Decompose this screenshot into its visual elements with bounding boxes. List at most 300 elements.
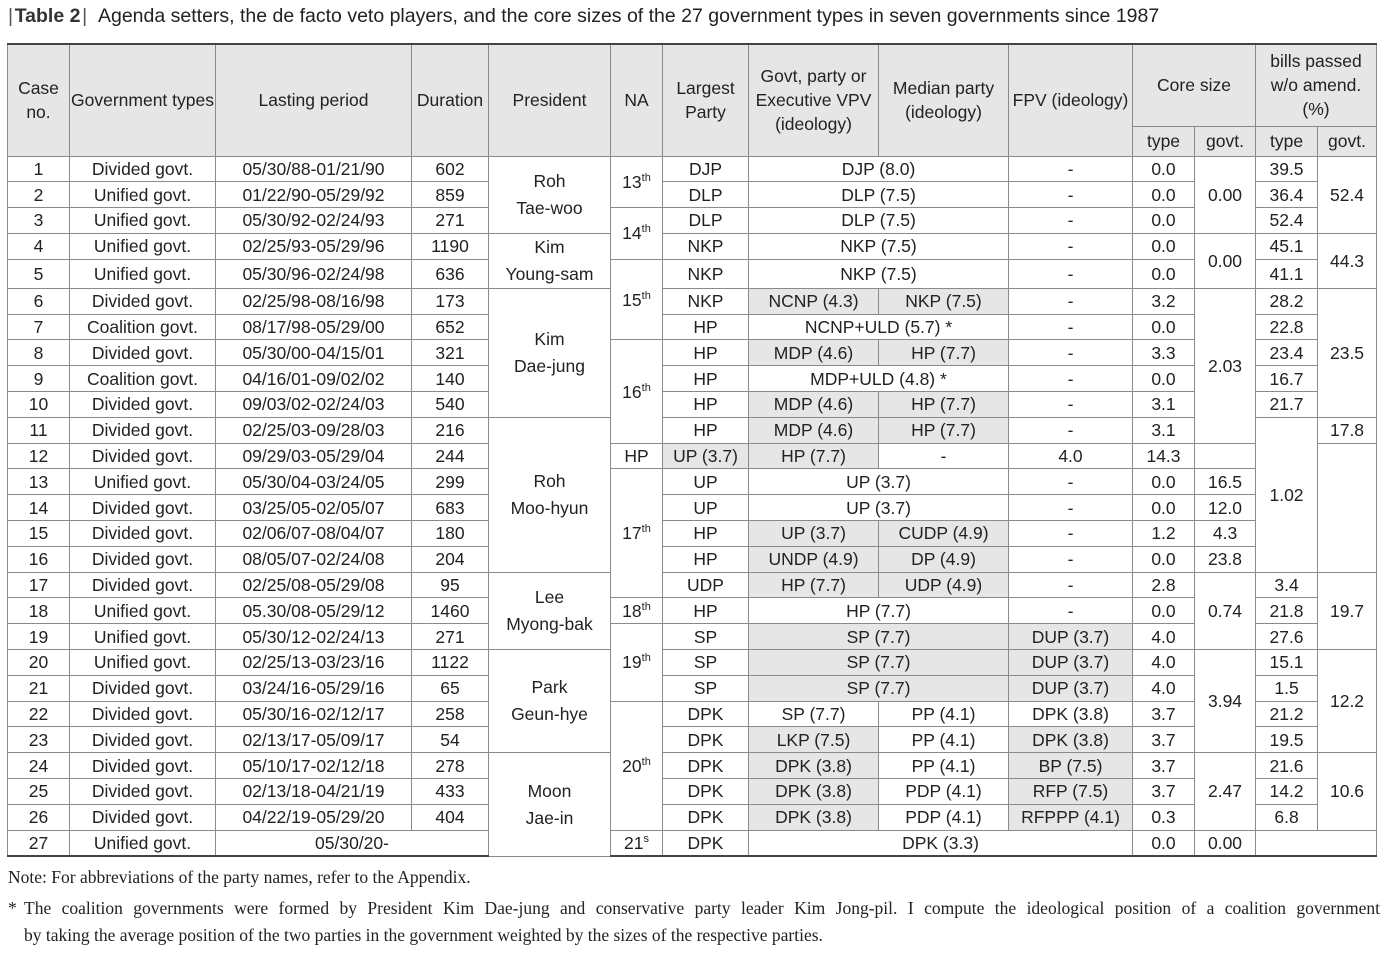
bills-type-cell: 4.3: [1195, 521, 1256, 547]
bills-type-cell: 45.1: [1256, 233, 1318, 259]
table-note: Note: For abbreviations of the party names, refer to the Appendix.: [8, 867, 471, 887]
president-name: Roh: [533, 470, 566, 491]
core-govt-cell: 2.47: [1195, 753, 1256, 830]
largest-cell: DPK: [663, 753, 749, 779]
duration-cell: 321: [412, 340, 489, 366]
agenda-table: [7, 43, 1377, 857]
table-row: [8, 259, 1377, 288]
median-cell: CUDP (4.9): [879, 521, 1009, 547]
type-cell: Unified govt.: [70, 598, 216, 624]
core-type-cell: 0.3: [1133, 804, 1195, 830]
fpv-cell: DPK (3.8): [1009, 701, 1133, 727]
case-cell: 10: [8, 392, 70, 418]
header-president: President: [489, 44, 611, 156]
case-cell: 12: [8, 443, 70, 469]
period-cell: 09/29/03-05/29/04: [216, 443, 412, 469]
na-cell: 16th: [611, 340, 663, 443]
table-row: [8, 469, 1377, 495]
median-cell: HP (7.7): [879, 392, 1009, 418]
type-cell: Unified govt.: [70, 259, 216, 288]
duration-cell: 204: [412, 546, 489, 572]
core-type-cell: 4.0: [1133, 675, 1195, 701]
type-cell: Divided govt.: [70, 701, 216, 727]
duration-cell: 173: [412, 288, 489, 314]
largest-cell: HP: [663, 417, 749, 443]
core-type-cell: 0.0: [1133, 366, 1195, 392]
period-cell: 05/30/96-02/24/98: [216, 259, 412, 288]
period-cell: 02/13/18-04/21/19: [216, 779, 412, 805]
vpv-cell: SP (7.7): [749, 624, 1009, 650]
fpv-cell: -: [1009, 233, 1133, 259]
president-name: Geun-hye: [511, 704, 588, 725]
table-row: [8, 753, 1377, 779]
largest-cell: DJP: [663, 156, 749, 182]
table-caption: | Table 2 | Agenda setters, the de facto veto players, and the core sizes of the 27 government types in seven governments since 1987: [8, 5, 1160, 27]
period-cell: 05/30/92-02/24/93: [216, 208, 412, 234]
bills-type-cell: 23.4: [1256, 340, 1318, 366]
header-case-no: Case no.: [8, 44, 70, 156]
largest-cell: UP: [663, 495, 749, 521]
bills-type-cell: 27.6: [1256, 624, 1318, 650]
period-cell: 05/10/17-02/12/18: [216, 753, 412, 779]
header-bills-passed: bills passed w/o amend. (%): [1256, 44, 1377, 126]
case-cell: 19: [8, 624, 70, 650]
president-name: Lee: [534, 586, 565, 607]
header-median-party: Median party (ideology): [879, 44, 1009, 156]
largest-cell: UP: [663, 469, 749, 495]
largest-cell: SP: [663, 624, 749, 650]
fpv-cell: -: [1009, 546, 1133, 572]
president-name: Tae-woo: [516, 197, 583, 218]
median-cell: PDP (4.1): [879, 779, 1009, 805]
type-cell: Divided govt.: [70, 495, 216, 521]
case-cell: 14: [8, 495, 70, 521]
vpv-cell: UP (3.7): [749, 521, 879, 547]
bills-type-cell: 36.4: [1256, 182, 1318, 208]
largest-cell: DPK: [663, 727, 749, 753]
vpv-cell: UNDP (4.9): [749, 546, 879, 572]
period-cell: 01/22/90-05/29/92: [216, 182, 412, 208]
core-govt-cell: 0.00: [1195, 156, 1256, 233]
table-row: [8, 779, 1377, 805]
vpv-cell: NKP (7.5): [749, 233, 1009, 259]
bills-type-cell: 52.4: [1256, 208, 1318, 234]
bills-govt-cell: 52.4: [1318, 156, 1377, 233]
fpv-cell: DUP (3.7): [1009, 675, 1133, 701]
footnote-line: by taking the average position of the two parties in the government weighted by the sizes of the respective parties.: [24, 925, 823, 945]
fpv-cell: -: [879, 443, 1009, 469]
type-cell: Coalition govt.: [70, 314, 216, 340]
fpv-cell: -: [1009, 469, 1133, 495]
fpv-cell: -: [1009, 598, 1133, 624]
type-cell: Unified govt.: [70, 650, 216, 676]
table-row: [8, 701, 1377, 727]
duration-cell: 180: [412, 521, 489, 547]
fpv-cell: DUP (3.7): [1009, 624, 1133, 650]
core-type-cell: 0.0: [1133, 830, 1195, 856]
period-cell: 04/22/19-05/29/20: [216, 804, 412, 830]
median-cell: UDP (4.9): [879, 572, 1009, 598]
bills-type-cell: 15.1: [1256, 650, 1318, 676]
largest-cell: DLP: [663, 182, 749, 208]
bills-type-cell: 23.8: [1195, 546, 1256, 572]
table-row: [8, 830, 1377, 856]
vpv-cell: DPK (3.8): [749, 804, 879, 830]
bills-type-cell: 14.2: [1256, 779, 1318, 805]
largest-cell: SP: [663, 650, 749, 676]
case-cell: 16: [8, 546, 70, 572]
largest-cell: DPK: [663, 701, 749, 727]
type-cell: Unified govt.: [70, 208, 216, 234]
type-cell: Divided govt.: [70, 727, 216, 753]
duration-cell: 433: [412, 779, 489, 805]
duration-cell: 95: [412, 572, 489, 598]
period-cell: 08/17/98-05/29/00: [216, 314, 412, 340]
type-cell: Divided govt.: [70, 521, 216, 547]
core-type-cell: 0.0: [1133, 469, 1195, 495]
table-row: [8, 804, 1377, 830]
table-row: [8, 366, 1377, 392]
table-label: Table 2: [14, 5, 81, 27]
duration-cell: 683: [412, 495, 489, 521]
table-row: [8, 650, 1377, 676]
vpv-cell: UP (3.7): [749, 469, 1009, 495]
bills-type-cell: 21.8: [1256, 598, 1318, 624]
vpv-cell: DJP (8.0): [749, 156, 1009, 182]
fpv-cell: -: [1009, 288, 1133, 314]
bills-govt-cell: 10.6: [1318, 753, 1377, 830]
bills-type-cell: 16.5: [1195, 469, 1256, 495]
case-cell: 25: [8, 779, 70, 805]
duration-cell: 636: [412, 259, 489, 288]
core-type-cell: 0.0: [1133, 546, 1195, 572]
core-type-cell: 3.7: [1133, 753, 1195, 779]
type-cell: Divided govt.: [70, 572, 216, 598]
duration-cell: 652: [412, 314, 489, 340]
bills-type-cell: 3.4: [1256, 572, 1318, 598]
duration-cell: 278: [412, 753, 489, 779]
bills-govt-cell: 44.3: [1318, 233, 1377, 288]
period-cell: 05/30/04-03/24/05: [216, 469, 412, 495]
duration-cell: 216: [412, 417, 489, 443]
header-largest-party: Largest Party: [663, 44, 749, 156]
fpv-cell: -: [1009, 495, 1133, 521]
type-cell: Divided govt.: [70, 417, 216, 443]
table-row: [8, 727, 1377, 753]
header-bills-govt: govt.: [1318, 126, 1377, 156]
vpv-cell: MDP (4.6): [749, 392, 879, 418]
period-cell: 09/03/02-02/24/03: [216, 392, 412, 418]
na-cell: 18th: [611, 598, 663, 624]
largest-cell: UDP: [663, 572, 749, 598]
fpv-cell: -: [1009, 366, 1133, 392]
table-row: [8, 624, 1377, 650]
largest-cell: HP: [611, 443, 663, 469]
table-row: [8, 233, 1377, 259]
fpv-cell: RFPPP (4.1): [1009, 804, 1133, 830]
period-cell: 03/24/16-05/29/16: [216, 675, 412, 701]
core-type-cell: 4.0: [1009, 443, 1133, 469]
header-duration: Duration: [412, 44, 489, 156]
president-cell: [489, 417, 611, 572]
core-type-cell: 0.0: [1133, 495, 1195, 521]
core-type-cell: 3.7: [1133, 727, 1195, 753]
case-cell: 23: [8, 727, 70, 753]
footnote-marker: *: [8, 898, 17, 918]
duration-cell: 1190: [412, 233, 489, 259]
period-cell: 05/30/12-02/24/13: [216, 624, 412, 650]
fpv-cell: RFP (7.5): [1009, 779, 1133, 805]
case-cell: 15: [8, 521, 70, 547]
largest-cell: NKP: [663, 259, 749, 288]
largest-cell: DPK: [663, 779, 749, 805]
case-cell: 20: [8, 650, 70, 676]
header-fpv: FPV (ideology): [1009, 44, 1133, 156]
case-cell: 22: [8, 701, 70, 727]
vpv-cell: MDP (4.6): [749, 417, 879, 443]
case-cell: 5: [8, 259, 70, 288]
case-cell: 27: [8, 830, 70, 856]
largest-cell: HP: [663, 521, 749, 547]
bills-govt-cell: 19.7: [1318, 572, 1377, 649]
bills-type-cell: 22.8: [1256, 314, 1318, 340]
core-type-cell: 3.1: [1133, 417, 1195, 443]
bills-type-cell: 41.1: [1256, 259, 1318, 288]
period-cell: 02/13/17-05/09/17: [216, 727, 412, 753]
bills-type-cell: 21.2: [1256, 701, 1318, 727]
vpv-cell: DLP (7.5): [749, 182, 1009, 208]
type-cell: Divided govt.: [70, 546, 216, 572]
vpv-cell: UP (3.7): [749, 495, 1009, 521]
core-govt-cell: 0.00: [1195, 830, 1256, 856]
president-cell: [489, 572, 611, 649]
duration-cell: 54: [412, 727, 489, 753]
period-cell: 05/30/88-01/21/90: [216, 156, 412, 182]
type-cell: Divided govt.: [70, 753, 216, 779]
case-cell: 6: [8, 288, 70, 314]
type-cell: Divided govt.: [70, 392, 216, 418]
core-govt-cell: 0.00: [1195, 233, 1256, 288]
median-cell: PDP (4.1): [879, 804, 1009, 830]
bills-type-cell: [1256, 830, 1377, 856]
duration-cell: 1460: [412, 598, 489, 624]
bills-type-cell: 21.6: [1256, 753, 1318, 779]
president-name: Jae-in: [525, 807, 574, 828]
table-row: [8, 340, 1377, 366]
period-cell: 02/25/08-05/29/08: [216, 572, 412, 598]
largest-cell: HP: [663, 340, 749, 366]
duration-cell: 859: [412, 182, 489, 208]
period-cell: 02/25/03-09/28/03: [216, 417, 412, 443]
largest-cell: SP: [663, 675, 749, 701]
period-cell: 08/05/07-02/24/08: [216, 546, 412, 572]
president-cell: [489, 288, 611, 417]
table-row: [8, 521, 1377, 547]
bills-type-cell: 1.5: [1256, 675, 1318, 701]
largest-cell: DPK: [663, 830, 749, 856]
median-cell: HP (7.7): [749, 443, 879, 469]
fpv-cell: -: [1009, 259, 1133, 288]
core-type-cell: 0.0: [1133, 182, 1195, 208]
case-cell: 18: [8, 598, 70, 624]
core-type-cell: 1.2: [1133, 521, 1195, 547]
fpv-cell: -: [1009, 340, 1133, 366]
case-cell: 11: [8, 417, 70, 443]
table-row: [8, 495, 1377, 521]
median-cell: DP (4.9): [879, 546, 1009, 572]
duration-cell: 140: [412, 366, 489, 392]
case-cell: 8: [8, 340, 70, 366]
case-cell: 4: [8, 233, 70, 259]
core-type-cell: 0.0: [1133, 208, 1195, 234]
largest-cell: NKP: [663, 233, 749, 259]
core-type-cell: 0.0: [1133, 259, 1195, 288]
bills-type-cell: 21.7: [1256, 392, 1318, 418]
type-cell: Divided govt.: [70, 804, 216, 830]
core-type-cell: 3.2: [1133, 288, 1195, 314]
table-row: [8, 572, 1377, 598]
vpv-cell: DPK (3.3): [749, 830, 1133, 856]
core-govt-cell: 0.74: [1195, 572, 1256, 649]
fpv-cell: -: [1009, 182, 1133, 208]
case-cell: 9: [8, 366, 70, 392]
period-cell: 02/06/07-08/04/07: [216, 521, 412, 547]
president-name: Roh: [533, 170, 566, 191]
fpv-cell: -: [1009, 392, 1133, 418]
median-cell: PP (4.1): [879, 753, 1009, 779]
type-cell: Divided govt.: [70, 779, 216, 805]
duration-cell: 540: [412, 392, 489, 418]
type-cell: Unified govt.: [70, 233, 216, 259]
case-cell: 17: [8, 572, 70, 598]
period-cell: 02/25/93-05/29/96: [216, 233, 412, 259]
vpv-cell: NCNP (4.3): [749, 288, 879, 314]
duration-cell: 1122: [412, 650, 489, 676]
table-row: [8, 288, 1377, 314]
case-cell: 13: [8, 469, 70, 495]
vpv-cell: HP (7.7): [749, 572, 879, 598]
duration-cell: 258: [412, 701, 489, 727]
period-cell: 02/25/13-03/23/16: [216, 650, 412, 676]
type-cell: Coalition govt.: [70, 366, 216, 392]
core-type-cell: 0.0: [1133, 598, 1195, 624]
bills-type-cell: 39.5: [1256, 156, 1318, 182]
type-cell: Unified govt.: [70, 830, 216, 856]
na-cell: 21$^s$: [611, 830, 663, 856]
footnote-line: The coalition governments were formed by President Kim Dae-jung and conservative party leader Kim Jong-pil. I compute the ideological position of a coalition government: [24, 898, 1380, 918]
table-title: Agenda setters, the de facto veto players, and the core sizes of the 27 government types in seven governments since 1987: [97, 5, 1160, 27]
case-cell: 7: [8, 314, 70, 340]
header-na: NA: [611, 44, 663, 156]
duration-cell: 602: [412, 156, 489, 182]
table-row: [8, 208, 1377, 234]
vpv-cell: HP (7.7): [749, 598, 1009, 624]
na-cell: 14th: [611, 208, 663, 260]
core-type-cell: 0.0: [1133, 156, 1195, 182]
vpv-cell: NCNP+ULD (5.7) *: [749, 314, 1009, 340]
core-type-cell: 4.0: [1133, 624, 1195, 650]
period-cell: 05/30/20-: [216, 830, 489, 856]
case-cell: 21: [8, 675, 70, 701]
president-cell: [489, 650, 611, 753]
table-row: [8, 314, 1377, 340]
header-lasting-period: Lasting period: [216, 44, 412, 156]
president-name: Moo-hyun: [510, 497, 589, 518]
vpv-cell: UP (3.7): [663, 443, 749, 469]
type-cell: Divided govt.: [70, 288, 216, 314]
core-type-cell: 4.0: [1133, 650, 1195, 676]
president-cell: [489, 753, 611, 857]
bills-type-cell: 17.8: [1318, 417, 1377, 443]
na-cell: 17th: [611, 469, 663, 598]
core-type-cell: 3.7: [1133, 779, 1195, 805]
table-row: [8, 598, 1377, 624]
header-bills-type: type: [1256, 126, 1318, 156]
president-cell: [489, 233, 611, 288]
bills-type-cell: 6.8: [1256, 804, 1318, 830]
fpv-cell: -: [1009, 208, 1133, 234]
fpv-cell: -: [1009, 314, 1133, 340]
type-cell: Divided govt.: [70, 340, 216, 366]
president-name: Myong-bak: [506, 613, 593, 634]
largest-cell: NKP: [663, 288, 749, 314]
vpv-cell: DLP (7.5): [749, 208, 1009, 234]
type-cell: Unified govt.: [70, 182, 216, 208]
vpv-cell: NKP (7.5): [749, 259, 1009, 288]
core-type-cell: 0.0: [1133, 314, 1195, 340]
largest-cell: DPK: [663, 804, 749, 830]
table-row: [8, 156, 1377, 182]
type-cell: Divided govt.: [70, 443, 216, 469]
fpv-cell: -: [1009, 521, 1133, 547]
header-government-types: Government types: [70, 44, 216, 156]
case-cell: 26: [8, 804, 70, 830]
header-core-type: type: [1133, 126, 1195, 156]
vpv-cell: DPK (3.8): [749, 753, 879, 779]
table-row: [8, 675, 1377, 701]
vpv-cell: SP (7.7): [749, 701, 879, 727]
president-name: Young-sam: [505, 263, 594, 284]
period-cell: 03/25/05-02/05/07: [216, 495, 412, 521]
bills-type-cell: 16.7: [1256, 366, 1318, 392]
na-cell: 19th: [611, 624, 663, 701]
duration-cell: 299: [412, 469, 489, 495]
fpv-cell: -: [1009, 572, 1133, 598]
president-name: Park: [531, 677, 568, 698]
case-cell: 1: [8, 156, 70, 182]
median-cell: PP (4.1): [879, 701, 1009, 727]
president-name: Kim: [534, 236, 565, 257]
largest-cell: HP: [663, 392, 749, 418]
core-type-cell: 3.7: [1133, 701, 1195, 727]
core-type-cell: 0.0: [1133, 233, 1195, 259]
period-cell: 02/25/98-08/16/98: [216, 288, 412, 314]
largest-cell: HP: [663, 546, 749, 572]
header-govt-party-vpv: Govt, party or Executive VPV (ideology): [749, 44, 879, 156]
median-cell: HP (7.7): [879, 340, 1009, 366]
bills-govt-cell: 23.5: [1318, 288, 1377, 417]
duration-cell: 65: [412, 675, 489, 701]
bills-type-cell: 14.3: [1133, 443, 1195, 469]
type-cell: Unified govt.: [70, 469, 216, 495]
bills-govt-cell: 12.2: [1318, 650, 1377, 753]
duration-cell: 244: [412, 443, 489, 469]
president-name: Dae-jung: [513, 355, 586, 376]
na-cell: 20th: [611, 701, 663, 830]
core-type-cell: 3.3: [1133, 340, 1195, 366]
type-cell: Divided govt.: [70, 156, 216, 182]
median-cell: PP (4.1): [879, 727, 1009, 753]
